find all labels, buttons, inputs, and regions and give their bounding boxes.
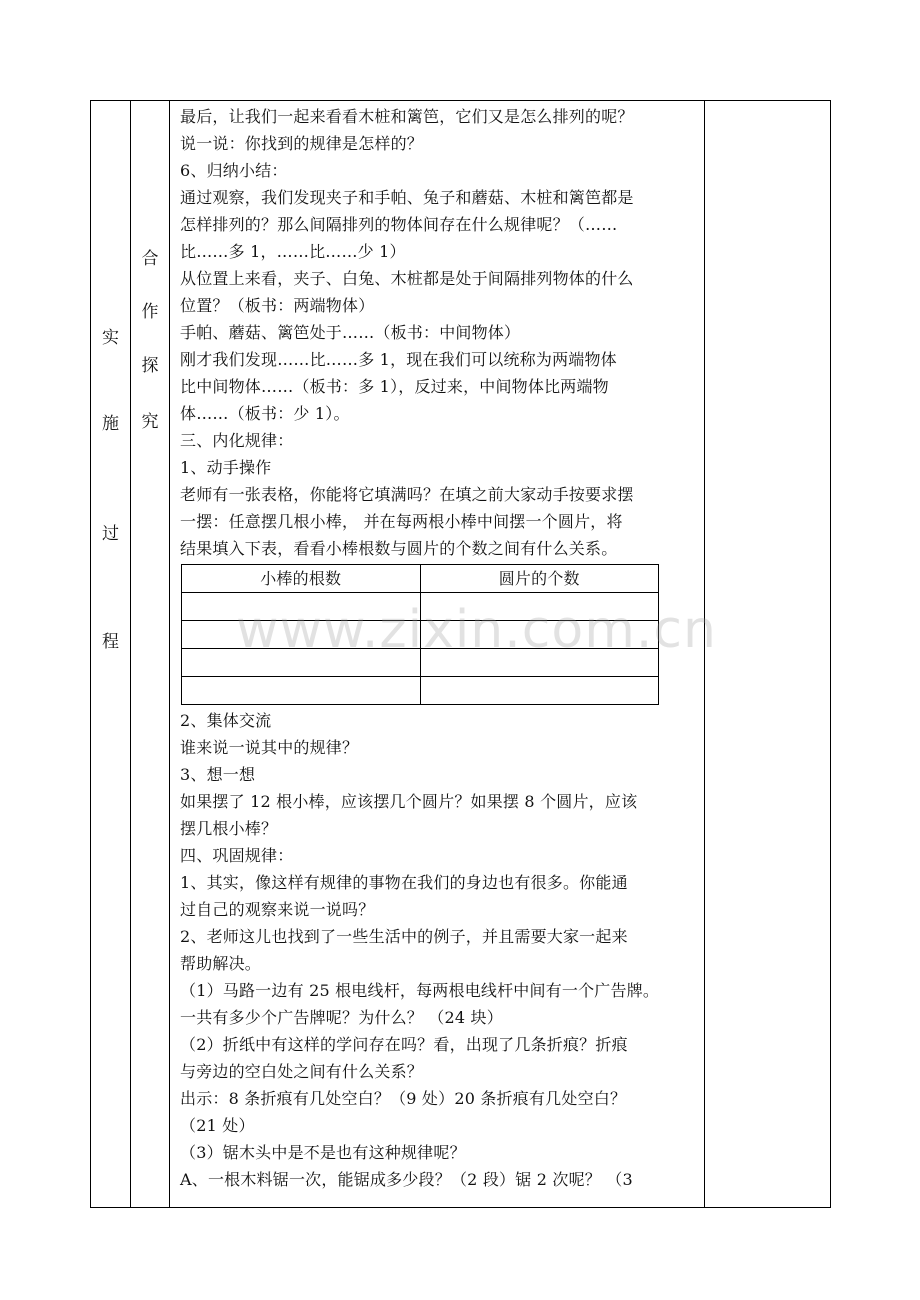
text-line: 比……多 1，……比……少 1） — [180, 242, 406, 261]
text-line: 出示：8 条折痕有几处空白？（9 处）20 条折痕有几处空白？ — [180, 1089, 627, 1108]
table-row — [182, 649, 659, 677]
text-line: 说一说：你找到的规律是怎样的？ — [180, 134, 424, 153]
column-divider — [704, 101, 705, 1207]
column-header-discs: 圆片的个数 — [420, 565, 659, 593]
table-cell — [420, 677, 659, 705]
text-line: 从位置上来看，夹子、白兔、木桩都是处于间隔排列物体的什么 — [180, 269, 634, 288]
phase-label-char: 程 — [102, 632, 119, 652]
table-cell — [420, 649, 659, 677]
text-line: 一摆：任意摆几根小棒， 并在每两根小棒中间摆一个圆片，将 — [180, 512, 623, 531]
text-line: 比中间物体……（板书：多 1），反过来，中间物体比两端物 — [180, 377, 609, 396]
table-cell — [420, 621, 659, 649]
text-line: 1、其实，像这样有规律的事物在我们的身边也有很多。你能通 — [180, 873, 628, 892]
text-line: 1、动手操作 — [180, 458, 272, 477]
text-line: 帮助解决。 — [180, 954, 262, 973]
watermark: www.zixin.com.cn — [236, 600, 717, 660]
text-line: 2、老师这儿也找到了一些生活中的例子，并且需要大家一起来 — [180, 927, 628, 946]
stage-label-char: 作 — [141, 302, 159, 322]
column-divider — [169, 101, 170, 1207]
text-line: 手帕、蘑菇、篱笆处于……（板书：中间物体） — [180, 323, 521, 342]
table-cell — [182, 621, 421, 649]
text-line: 与旁边的空白处之间有什么关系？ — [180, 1062, 424, 1081]
text-line: （1）马路一边有 25 根电线杆，每两根电线杆中间有一个广告牌。 — [180, 981, 660, 1000]
text-line: 结果填入下表，看看小棒根数与圆片的个数之间有什么关系。 — [180, 539, 618, 558]
text-line: 如果摆了 12 根小棒，应该摆几个圆片？如果摆 8 个圆片，应该 — [180, 792, 638, 811]
text-line: （3）锯木头中是不是也有这种规律呢？ — [180, 1143, 466, 1162]
stage-label-char: 合 — [141, 249, 159, 269]
lesson-plan-table — [90, 100, 831, 1208]
text-line: 四、巩固规律： — [180, 846, 294, 865]
lesson-content — [180, 103, 698, 1193]
text-line: 过自己的观察来说一说吗？ — [180, 900, 375, 919]
table-cell — [182, 649, 421, 677]
text-line: 老师有一张表格，你能将它填满吗？在填之前大家动手按要求摆 — [180, 485, 634, 504]
phase-label-char: 过 — [102, 524, 119, 544]
table-row — [182, 621, 659, 649]
table-cell — [182, 593, 421, 621]
table-cell — [420, 593, 659, 621]
column-header-sticks: 小棒的根数 — [182, 565, 421, 593]
text-line: 6、归纳小结： — [180, 161, 288, 180]
text-line: 谁来说一说其中的规律？ — [180, 738, 359, 757]
table-row — [182, 593, 659, 621]
stage-label-char: 探 — [141, 356, 159, 376]
text-line: 通过观察，我们发现夹子和手帕、兔子和蘑菇、木桩和篱笆都是 — [180, 188, 634, 207]
text-line: 摆几根小棒？ — [180, 819, 278, 838]
phase-label-char: 实 — [102, 328, 119, 348]
text-line: （21 处） — [180, 1116, 255, 1135]
text-line: 三、内化规律： — [180, 431, 294, 450]
sticks-discs-table — [181, 564, 659, 705]
text-line: 刚才我们发现……比……多 1，现在我们可以统称为两端物体 — [180, 350, 617, 369]
text-line: 体……（板书：少 1）。 — [180, 404, 350, 423]
text-line: 2、集体交流 — [180, 711, 272, 730]
table-header-row — [182, 565, 659, 593]
table-row — [182, 677, 659, 705]
text-line: 怎样排列的？那么间隔排列的物体间存在什么规律呢？（…… — [180, 215, 618, 234]
text-line: 最后，让我们一起来看看木桩和篱笆，它们又是怎么排列的呢？ — [180, 107, 634, 126]
text-line: 位置？（板书：两端物体） — [180, 296, 375, 315]
stage-label-char: 究 — [141, 412, 159, 432]
text-line: （2）折纸中有这样的学问存在吗？看，出现了几条折痕？折痕 — [180, 1035, 628, 1054]
text-line: 3、想一想 — [180, 765, 256, 784]
table-cell — [182, 677, 421, 705]
phase-label-char: 施 — [102, 414, 119, 434]
text-line: A、一根木料锯一次，能锯成多少段？（2 段）锯 2 次呢？ （3 — [180, 1170, 633, 1189]
text-line: 一共有多少个广告牌呢？为什么？ （24 块） — [180, 1008, 503, 1027]
